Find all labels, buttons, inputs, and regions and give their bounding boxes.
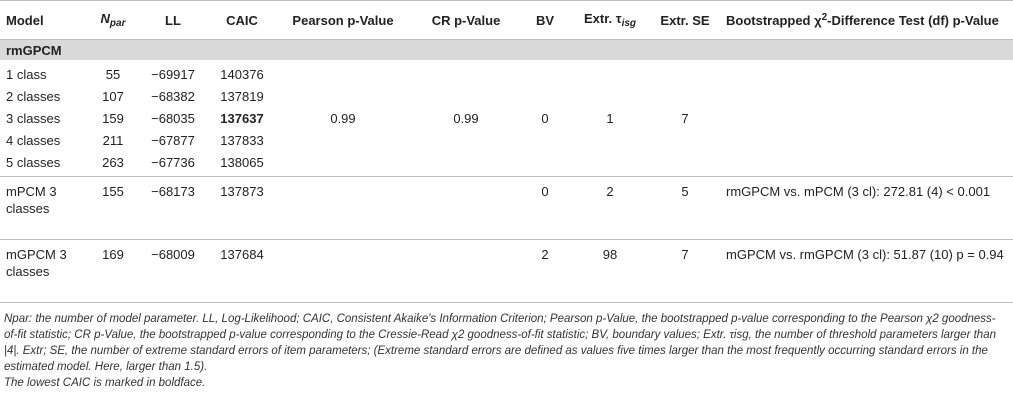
cell-tau: 98 <box>570 240 650 303</box>
cell-npar: 169 <box>90 240 136 303</box>
cell-se: 7 <box>681 111 689 126</box>
cell-pearson <box>274 88 412 110</box>
col-extr-se: Extr. SE <box>650 1 720 40</box>
cell-cr: 0.99 <box>453 111 479 126</box>
cell-model: mGPCM 3 classes <box>0 240 90 303</box>
cell-model: 1 class <box>6 67 47 82</box>
footnote-boldface: The lowest CAIC is marked in boldface. <box>4 377 206 389</box>
cell-pearson <box>274 177 412 240</box>
col-bootstrap: Bootstrapped $\chi^2$-Difference Test (df) p-Value <box>720 1 1013 40</box>
col-cr: CR p-Value <box>412 1 520 40</box>
cell-npar: 155 <box>90 177 136 240</box>
cell-se: 7 <box>650 240 720 303</box>
cell-bv <box>520 88 570 110</box>
table-row <box>0 60 1013 88</box>
cell-ll: −67736 <box>151 155 195 170</box>
cell-ll: −68173 <box>136 177 210 240</box>
cell-pearson <box>274 60 412 88</box>
cell-ll: −68009 <box>136 240 210 303</box>
header-row <box>0 1 1013 40</box>
cell-pearson: 0.99 <box>330 111 356 126</box>
cell-ll: −67877 <box>151 133 195 148</box>
col-ll: LL <box>136 1 210 40</box>
cell-bv: 0 <box>541 111 549 126</box>
cell-pearson <box>274 154 412 177</box>
cell-caic-lowest: 137637 <box>220 111 264 126</box>
cell-se <box>650 88 720 110</box>
cell-npar: 263 <box>102 155 124 170</box>
cell-bv: 2 <box>520 240 570 303</box>
cell-npar: 55 <box>105 67 121 82</box>
group-label: rmGPCM <box>0 40 1013 61</box>
cell-model: 5 classes <box>6 155 61 170</box>
cell-boot <box>720 60 1013 88</box>
cell-caic: 137684 <box>210 240 274 303</box>
cell-cr <box>412 132 520 154</box>
cell-tau: 1 <box>606 111 614 126</box>
col-pearson: Pearson p-Value <box>274 1 412 40</box>
cell-model: mPCM 3 classes <box>0 177 90 240</box>
cell-pearson <box>274 132 412 154</box>
cell-boot <box>720 154 1013 177</box>
cell-caic: 137833 <box>220 133 264 148</box>
cell-caic: 137819 <box>220 89 264 104</box>
cell-caic: 137873 <box>210 177 274 240</box>
col-caic: CAIC <box>210 1 274 40</box>
cell-cr <box>412 60 520 88</box>
cell-model: 2 classes <box>6 89 61 104</box>
cell-se <box>650 154 720 177</box>
cell-pearson <box>274 240 412 303</box>
cell-tau <box>570 60 650 88</box>
cell-cr <box>412 154 520 177</box>
cell-bv <box>520 154 570 177</box>
cell-npar: 107 <box>102 89 124 104</box>
cell-tau <box>570 88 650 110</box>
cell-se <box>650 132 720 154</box>
cell-cr <box>412 88 520 110</box>
col-bv: BV <box>520 1 570 40</box>
cell-caic: 138065 <box>220 155 264 170</box>
cell-ll: −68035 <box>151 111 195 126</box>
cell-cr <box>412 240 520 303</box>
cell-bv <box>520 132 570 154</box>
cell-npar: 159 <box>102 111 124 126</box>
table-row <box>0 132 1013 154</box>
cell-boot: mGPCM vs. rmGPCM (3 cl): 51.87 (10) p = 0.94 <box>720 240 1013 303</box>
cell-bv <box>520 60 570 88</box>
cell-cr <box>412 177 520 240</box>
group-row <box>0 40 1013 61</box>
col-npar: $N_{par}$ <box>90 1 136 40</box>
cell-model: 4 classes <box>6 133 61 148</box>
col-extr-tau: Extr. $\tau_{isg}$ <box>570 1 650 40</box>
col-model: Model <box>0 1 90 40</box>
table-row <box>0 154 1013 177</box>
cell-tau: 2 <box>570 177 650 240</box>
cell-tau <box>570 132 650 154</box>
table-row <box>0 110 1013 132</box>
table-row <box>0 177 1013 240</box>
footnote-definitions: Npar: the number of model parameter. LL, Log-Likelihood; CAIC, Consistent Akaike's Information Criterion; Pearson p-Value, the bootstrapped p-value corresponding to the Pearson χ2 goodness-of-fit statistic; CR p-Value, the bootstrapped p-value corresponding to the Cressie-Read χ2 goodness-of-fit statistic; BV, boundary values; Extr. τisg, the number of threshold parameters larger than |4|. Extr; SE, the number of extreme standard errors of item parameters; (Extreme standard errors are defined as values five times larger than the most frequently occurring standard errors in the estimated model. Here, larger than 1.5). <box>4 313 996 373</box>
cell-se: 5 <box>650 177 720 240</box>
cell-bv: 0 <box>520 177 570 240</box>
cell-boot: rmGPCM vs. mPCM (3 cl): 272.81 (4) < 0.001 <box>720 177 1013 240</box>
cell-model: 3 classes <box>6 111 61 126</box>
cell-boot <box>720 132 1013 154</box>
cell-boot <box>720 110 1013 132</box>
cell-tau <box>570 154 650 177</box>
cell-ll: −68382 <box>151 89 195 104</box>
cell-boot <box>720 88 1013 110</box>
table-row <box>0 88 1013 110</box>
table-row <box>0 240 1013 303</box>
cell-se <box>650 60 720 88</box>
cell-caic: 140376 <box>220 67 264 82</box>
table-footnotes <box>0 303 1013 391</box>
cell-ll: −69917 <box>151 67 195 82</box>
cell-npar: 211 <box>102 133 124 148</box>
